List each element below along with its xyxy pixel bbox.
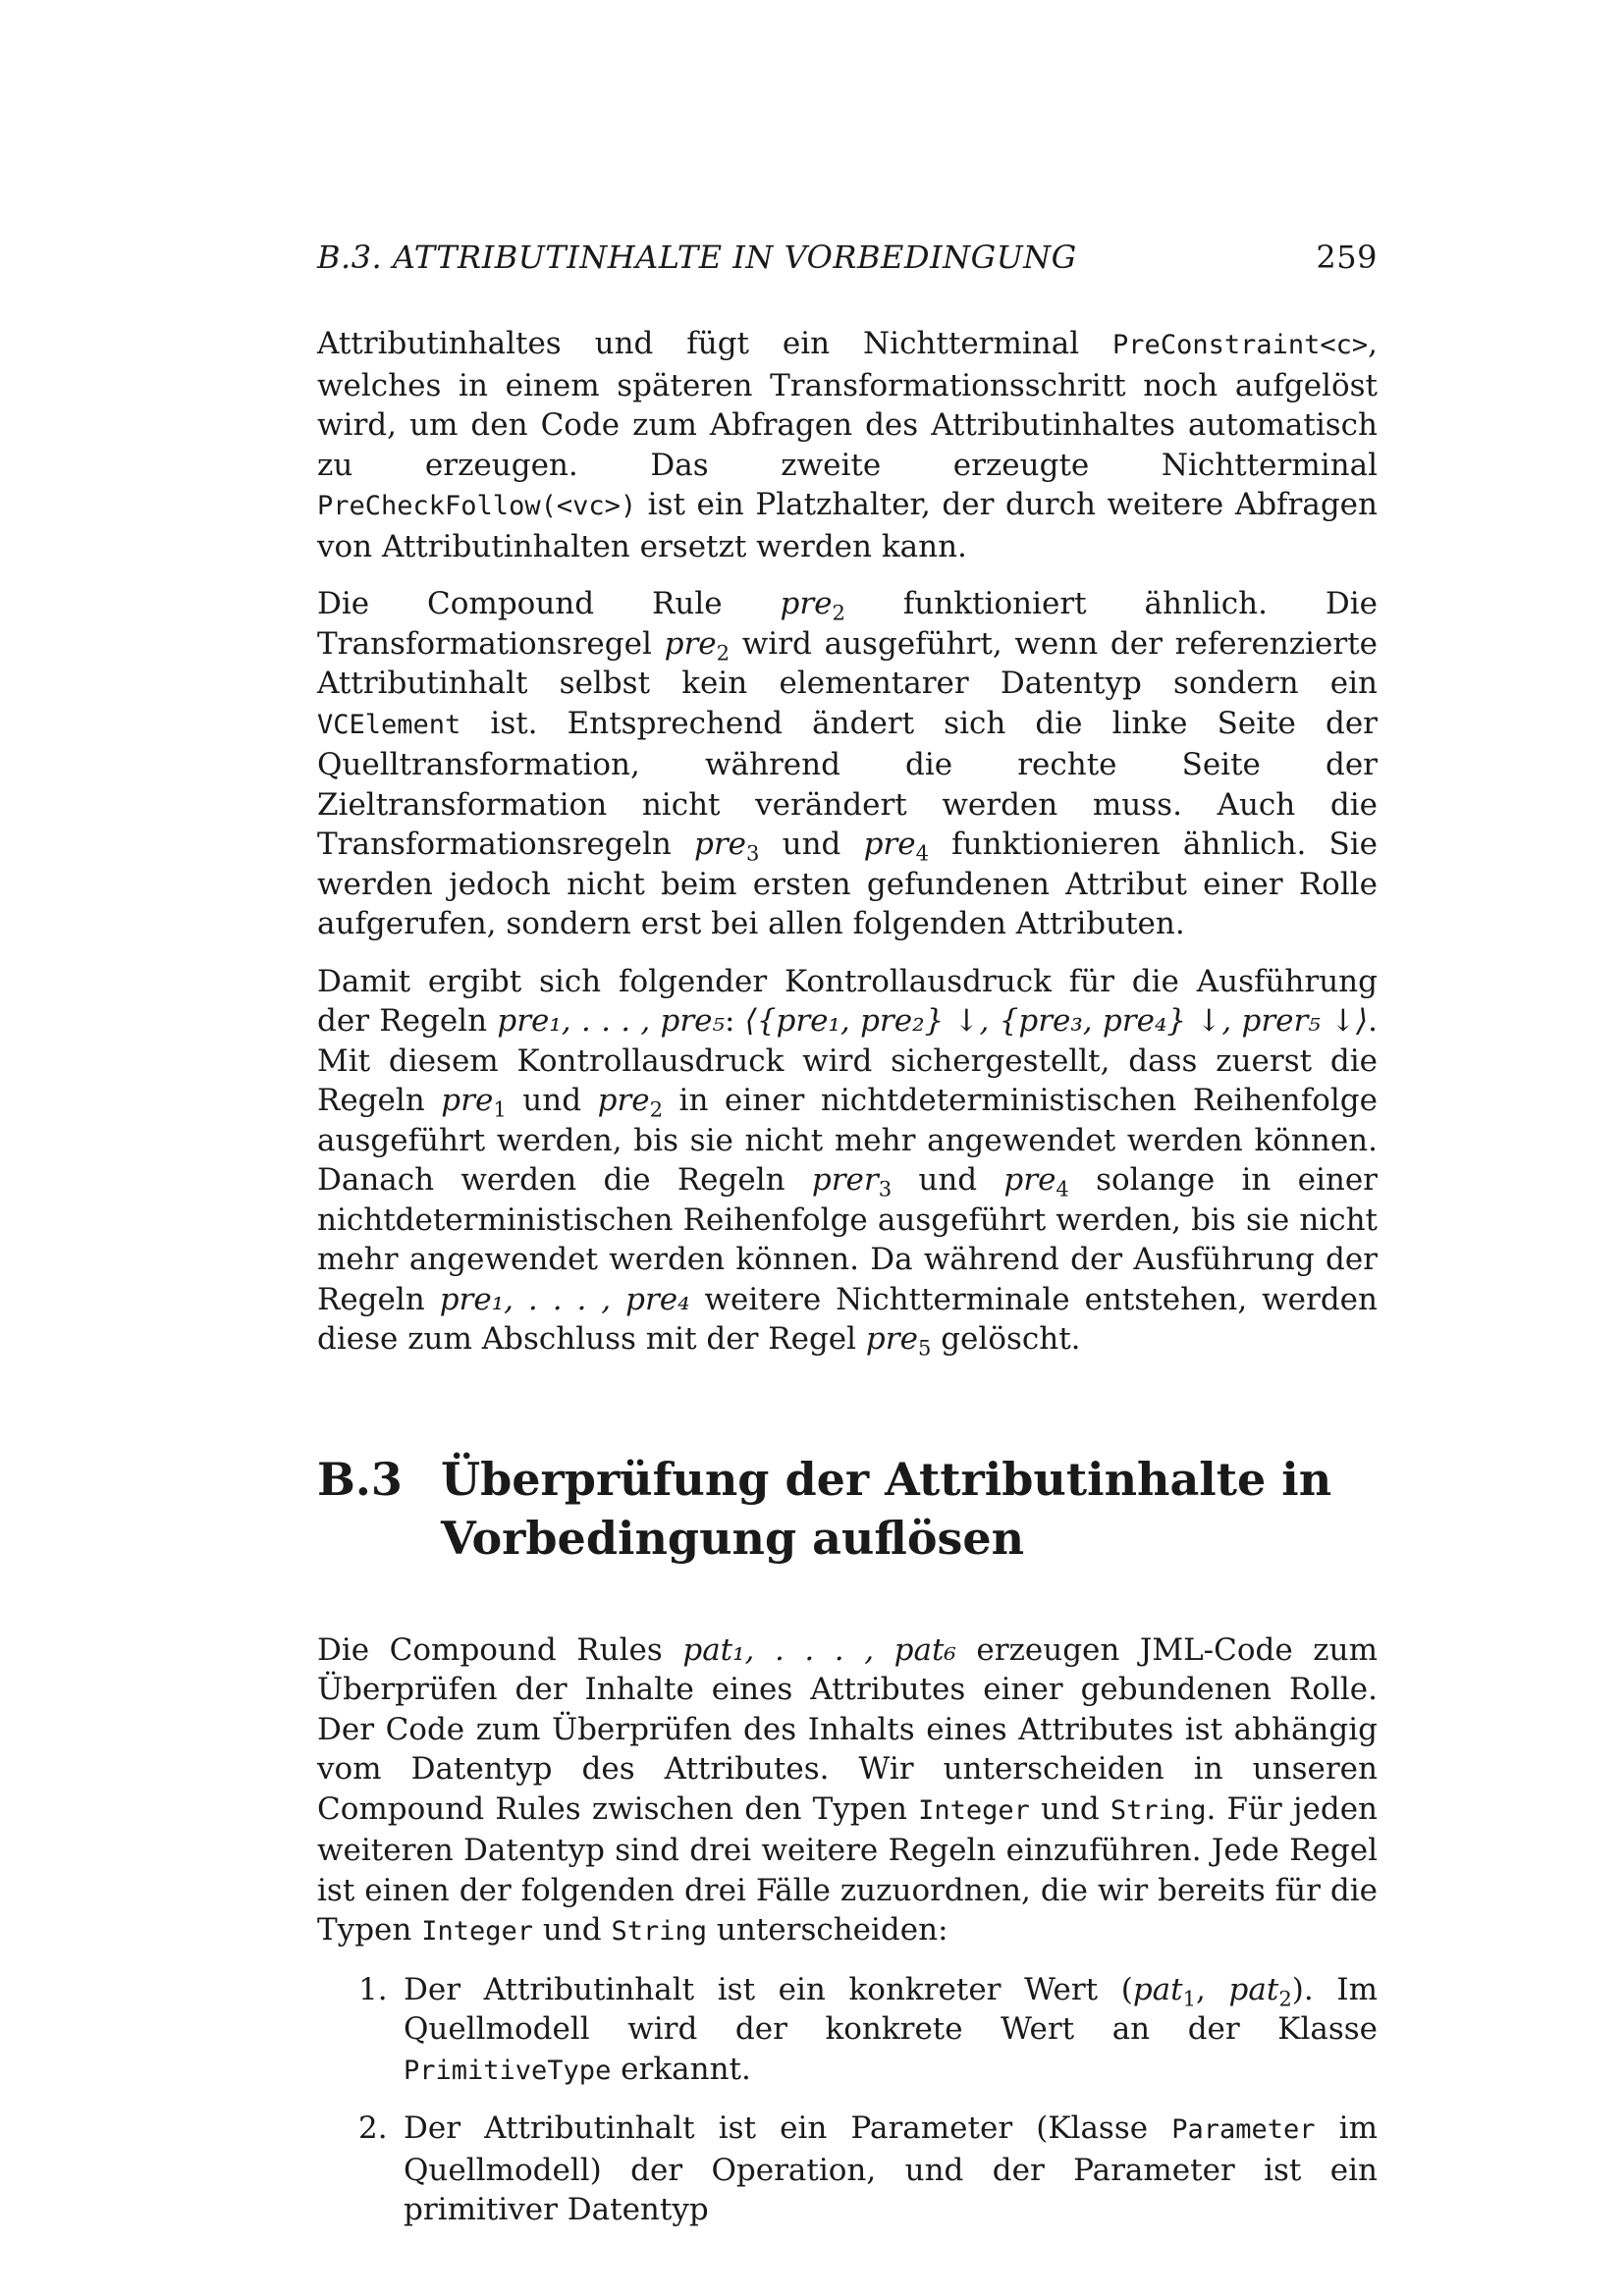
code-primitivetype: PrimitiveType <box>404 2055 612 2086</box>
math-subscript: 2 <box>832 600 845 625</box>
code-string: String <box>611 1916 708 1947</box>
math-control-expression: ⟨{pre₁, pre₂} ↓, {pre₃, pre₄} ↓, prer₅ ↓⟩ <box>744 1003 1369 1039</box>
running-header <box>317 239 1378 276</box>
code-integer: Integer <box>918 1794 1030 1826</box>
text: ist. Entsprechend ändert sich die linke Seite der Quelltransformation, während die rechte Seite der Zieltransformation nicht verändert werden muss. Auch die Transformationsregeln <box>317 705 1378 862</box>
text: erzeugen JML-Code zum Überprüfen der Inhalte eines Attributes einer gebundenen Rolle. Der Code zum Überprüfen des Inhalts eines Attributes ist abhängig vom Datentyp des Attributes. Wir unterscheiden in unseren Compound Rules zwischen den Typen <box>317 1631 1378 1827</box>
text: Der Attributinhalt ist ein konkreter Wert ( <box>404 1971 1133 2007</box>
paragraph-4 <box>317 1630 1378 1952</box>
code-vcelement: VCElement <box>317 709 461 740</box>
math-symbol: pre <box>865 1321 918 1357</box>
running-title: B.3. ATTRIBUTINHALTE IN VORBEDINGUNG <box>317 239 1077 276</box>
text: funktionieren ähnlich. Sie werden jedoch nicht beim ersten gefundenen Attribut einer Rolle aufgerufen, sondern erst bei allen folgenden Attributen. <box>317 827 1379 941</box>
math-subscript: 1 <box>1182 1985 1197 2010</box>
text: : <box>724 1003 745 1039</box>
text: Die Compound Rules <box>317 1631 683 1668</box>
list-item <box>358 1970 1378 2092</box>
text: unterscheiden: <box>707 1912 948 1948</box>
code-preconstraint: PreConstraint<c> <box>1112 330 1369 360</box>
math-subscript: 3 <box>746 840 760 866</box>
text: , welches in einem späteren Transformationsschritt noch aufgelöst wird, um den Code zum Abfragen des Attributinhaltes automatisch zu erzeugen. Das zweite erzeugte Nichtterminal <box>317 326 1378 483</box>
page-number: 259 <box>1316 239 1378 276</box>
body-text <box>317 324 1378 2248</box>
list-number: 2. <box>358 2110 388 2146</box>
text: und <box>506 1083 598 1118</box>
text: . Für jeden weiteren Datentyp sind drei weitere Regeln einzuführen. Jede Regel ist einen der folgenden drei Fälle zuzuordnen, die wir bereits für die Typen <box>317 1790 1379 1948</box>
code-string: String <box>1110 1794 1207 1826</box>
text: ). Im Quellmodell wird der konkrete Wert an der Klasse <box>404 1971 1378 2047</box>
code-precheckfollow: PreCheckFollow(<vc>) <box>317 491 637 521</box>
text: Attributinhaltes und fügt ein Nichtterminal <box>317 326 1113 361</box>
text: Die Compound Rule <box>317 586 781 621</box>
numbered-list <box>317 1970 1378 2230</box>
text: funktioniert ähnlich. Die Transformationsregel <box>317 586 1378 662</box>
math-subscript: 2 <box>716 639 731 665</box>
text: in einer nichtdeterministischen Reihenfolge ausgeführt werden, bis sie nicht mehr angewendet werden können. Danach werden die Regeln <box>317 1083 1378 1198</box>
paragraph-3 <box>317 962 1378 1360</box>
text: und <box>892 1162 1004 1198</box>
section-title: Überprüfung der Attributinhalte in Vorbedingung auflösen <box>441 1452 1332 1565</box>
text: solange in einer nichtdeterministischen Reihenfolge ausgeführt werden, bis sie nicht mehr angewendet werden können. Da während der Ausführung der Regeln <box>317 1162 1379 1317</box>
text: weitere Nichtterminale entstehen, werden diese zum Abschluss mit der Regel <box>317 1281 1378 1357</box>
text: wird ausgeführt, wenn der referenzierte Attributinhalt selbst kein elementarer Datentyp sondern ein <box>317 625 1378 701</box>
math-subscript: 4 <box>1056 1176 1069 1201</box>
math-symbol: pre <box>664 625 717 662</box>
math-symbol: pat <box>1132 1971 1183 2007</box>
math-subscript: 3 <box>878 1176 893 1201</box>
list-number: 1. <box>358 1971 388 2007</box>
text: erkannt. <box>611 2051 751 2087</box>
paragraph-2 <box>317 584 1378 944</box>
math-symbol: pre <box>780 586 833 621</box>
text: und <box>1029 1790 1110 1827</box>
text: ist ein Platzhalter, der durch weitere Abfragen von Attributinhalten ersetzt werden kann. <box>317 487 1378 564</box>
math-expression: pre₁, . . . , pre₄ <box>439 1281 690 1317</box>
text: und <box>533 1912 612 1948</box>
math-symbol: pre <box>863 827 916 862</box>
math-symbol: pre <box>1003 1162 1056 1198</box>
code-parameter: Parameter <box>1171 2114 1316 2145</box>
text: gelöscht. <box>931 1321 1081 1357</box>
text: . Mit diesem Kontrollausdruck wird sichergestellt, dass zuerst die Regeln <box>317 1003 1378 1118</box>
text: und <box>759 827 864 862</box>
math-symbol: pre <box>441 1083 494 1118</box>
text: im Quellmodell) der Operation, und der Parameter ist ein primitiver Datentyp <box>404 2110 1378 2227</box>
math-subscript: 1 <box>493 1096 507 1122</box>
math-expression: pat₁, . . . , pat₆ <box>682 1631 956 1668</box>
text: Der Attributinhalt ist ein Parameter (Klasse <box>404 2110 1172 2146</box>
math-subscript: 2 <box>1278 1985 1292 2010</box>
math-subscript: 4 <box>915 840 929 866</box>
section-heading <box>317 1450 1378 1568</box>
section-number: B.3 <box>317 1452 403 1506</box>
text: Damit ergibt sich folgender Kontrollausdruck für die Ausführung der Regeln <box>317 963 1378 1039</box>
paper-page <box>317 0 1378 2296</box>
text: , <box>1196 1971 1229 2007</box>
code-integer: Integer <box>421 1916 533 1947</box>
list-item <box>358 2109 1378 2230</box>
paragraph-1 <box>317 324 1378 566</box>
math-subscript: 2 <box>649 1096 663 1122</box>
math-symbol: pat <box>1228 1971 1279 2007</box>
math-symbol: pre <box>694 827 747 862</box>
math-subscript: 5 <box>917 1335 932 1361</box>
math-expression: pre₁, . . . , pre₅ <box>497 1003 725 1039</box>
math-symbol: prer <box>811 1162 879 1198</box>
math-symbol: pre <box>597 1083 650 1118</box>
